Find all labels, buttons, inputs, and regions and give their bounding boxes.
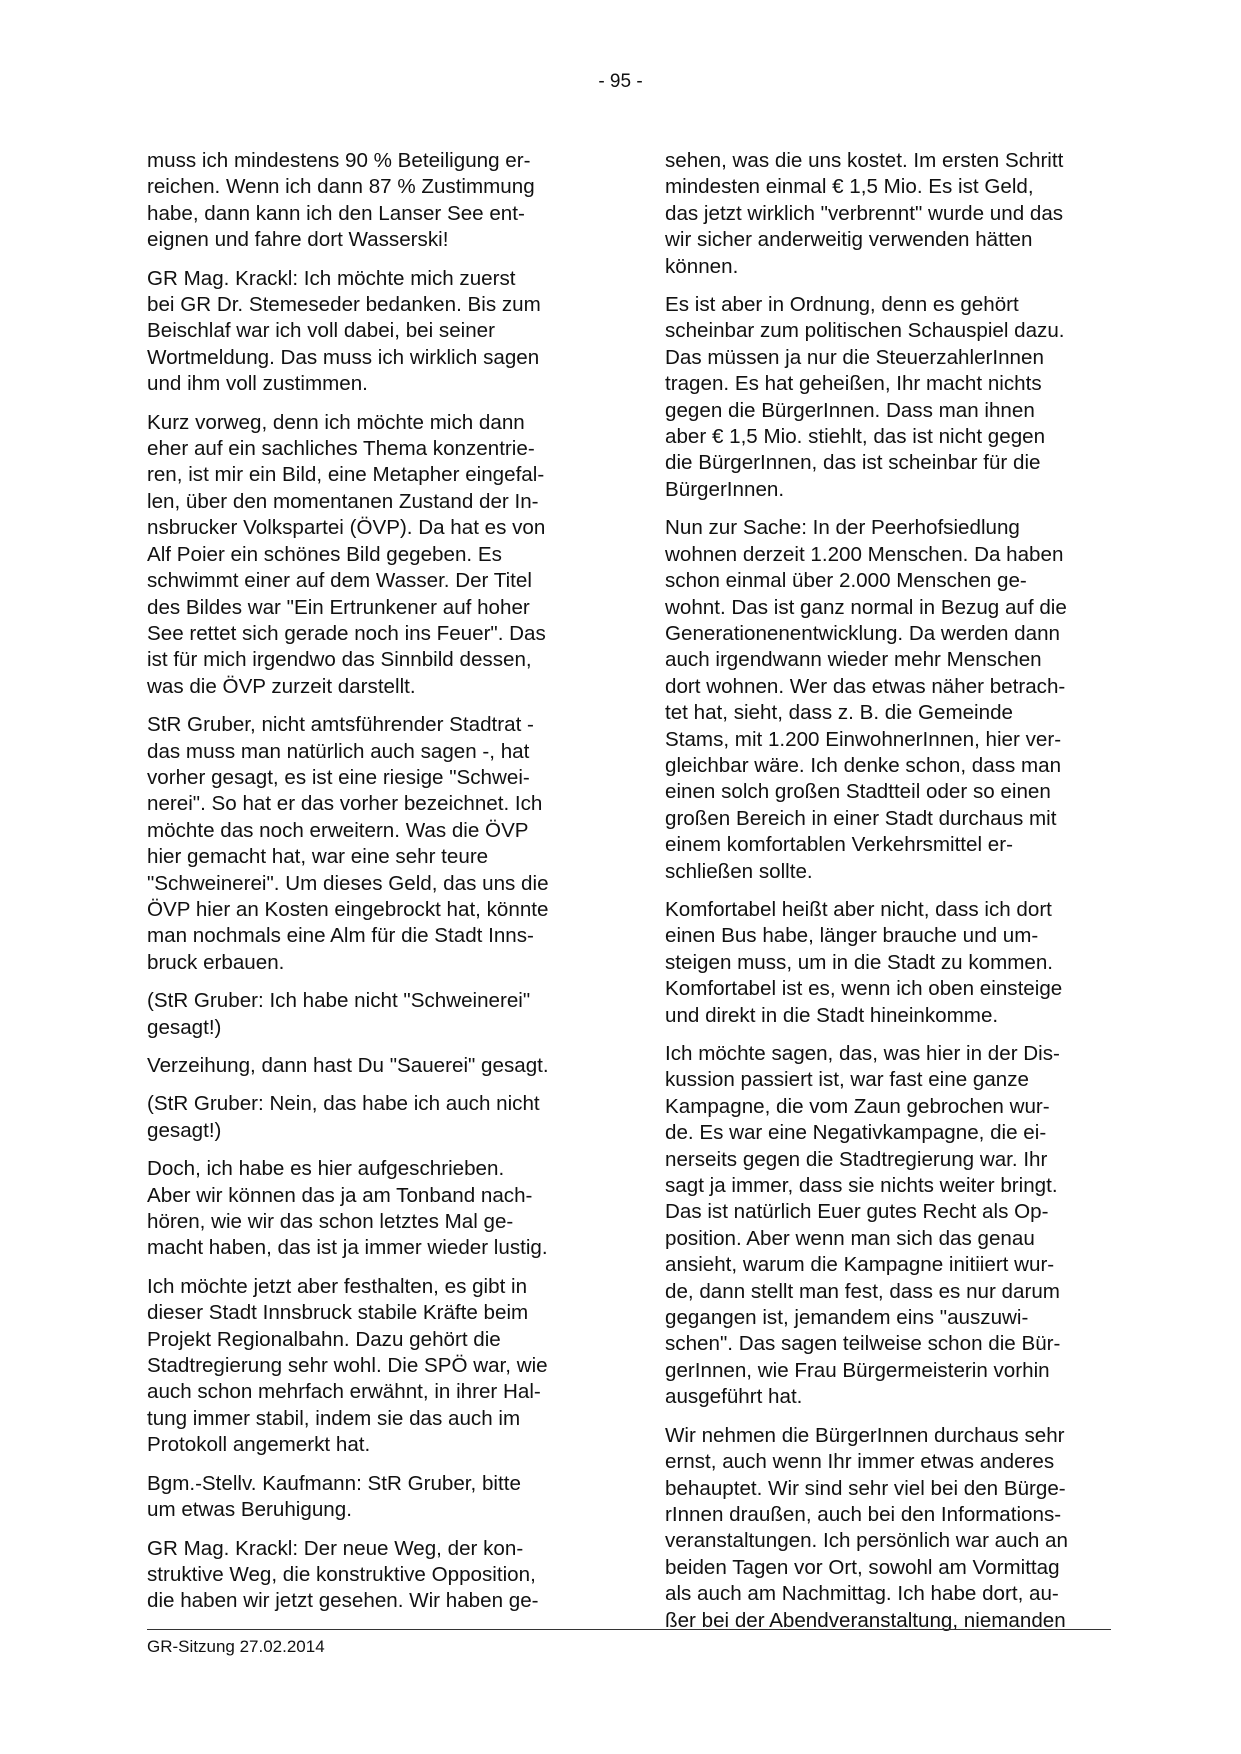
paragraph: Es ist aber in Ordnung, denn es gehört scheinbar zum politischen Schauspiel dazu. Das müssen ja nur die SteuerzahlerInnen tragen. Es hat geheißen, Ihr macht nichts gegen die BürgerInnen. Dass man ihnen aber € 1,5 Mio. stiehlt, das ist nicht gegen die BürgerInnen, das ist scheinbar für die BürgerInnen. [665,293,1065,501]
footer-divider [147,1629,1111,1630]
paragraph: Doch, ich habe es hier aufgeschrieben. Aber wir können das ja am Tonband nach- hören, wie wir das schon letztes Mal ge- macht haben, das ist ja immer wieder lustig. [147,1157,548,1260]
paragraph: GR Mag. Krackl: Der neue Weg, der kon- struktive Weg, die konstruktive Opposition, die haben wir jetzt gesehen. Wir haben ge- [147,1536,539,1613]
paragraph: Nun zur Sache: In der Peerhofsiedlung wohnen derzeit 1.200 Menschen. Da haben schon einmal über 2.000 Menschen ge- wohnt. Das ist ganz normal in Bezug auf die Generationenentwicklung. Da werden dann auch irgendwann wieder mehr Menschen dort wohnen. Wer das etwas näher betrach- tet hat, sieht, dass z. B. die Gemeinde Stams, mit 1.200 EinwohnerInnen, hier ver- gleichbar wäre. Ich denke schon, dass man einen solch großen Stadtteil oder so einen großen Bereich in einer Stadt durchaus mit einem komfortablen Verkehrsmittel er- schließen sollte. [665,516,1067,883]
paragraph: Kurz vorweg, denn ich möchte mich dann eher auf ein sachliches Thema konzentrie- ren, ist mir ein Bild, eine Metapher eingefal- len, über den momentanen Zustand der In- nsbrucker Volkspartei (ÖVP). Da hat es von Alf Poier ein schönes Bild gegeben. Es schwimmt einer auf dem Wasser. Der Titel des Bildes war "Ein Ertrunkener auf hoher See rettet sich gerade noch ins Feuer". Das ist für mich irgendwo das Sinnbild dessen, was die ÖVP zurzeit darstellt. [147,410,546,698]
paragraph: Ich möchte sagen, das, was hier in der Dis- kussion passiert ist, war fast eine ganze Kampagne, die vom Zaun gebrochen wur- de. Es war eine Negativkampagne, die ei- nerseits gegen die Stadtregierung war. Ihr sagt ja immer, dass sie nichts weiter bringt. Das ist natürlich Euer gutes Recht als Op- position. Aber wenn man sich das genau ansieht, warum die Kampagne initiiert wur- de, dann stellt man fest, dass es nur darum gegangen ist, jemandem eins "auszuwi- schen". Das sagen teilweise schon die Bür- gerInnen, wie Frau Bürgermeisterin vorhin ausgeführt hat. [665,1042,1061,1409]
paragraph: sehen, was die uns kostet. Im ersten Schritt mindesten einmal € 1,5 Mio. Es ist Geld, das jetzt wirklich "verbrennt" wurde und das wir sicher anderweitig verwenden hätten können. [665,149,1064,278]
paragraph: Komfortabel heißt aber nicht, dass ich dort einen Bus habe, länger brauche und um- steigen muss, um in die Stadt zu kommen. Komfortabel ist es, wenn ich oben einsteige und direkt in die Stadt hineinkomme. [665,897,1063,1027]
paragraph: StR Gruber, nicht amtsführender Stadtrat - das muss man natürlich auch sagen -, hat vorher gesagt, es ist eine riesige "Schwei- nerei". So hat er das vorher bezeichnet. Ich möchte das noch erweitern. Was die ÖVP hier gemacht hat, war eine sehr teure "Schweinerei". Um dieses Geld, das uns die ÖVP hier an Kosten eingebrockt hat, könnte man nochmals eine Alm für die Stadt Inns- bruck erbauen. [147,713,549,974]
page-number: - 95 - [598,71,643,92]
paragraph: Wir nehmen die BürgerInnen durchaus sehr ernst, auch wenn Ihr immer etwas anderes behauptet. Wir sind sehr viel bei den Bürge- rInnen draußen, auch bei den Informations- veranstaltungen. Ich persönlich war auch an beiden Tagen vor Ort, sowohl am Vormittag als auch am Nachmittag. Ich habe dort, au- ßer bei der Abendveranstaltung, niemanden [665,1423,1068,1632]
paragraph: (StR Gruber: Nein, das habe ich auch nicht gesagt!) [147,1092,540,1142]
footer-text: GR-Sitzung 27.02.2014 [147,1637,325,1656]
paragraph: muss ich mindestens 90 % Beteiligung er- reichen. Wenn ich dann 87 % Zustimmung habe, dann kann ich den Lanser See ent- eignen und fahre dort Wasserski! [147,149,535,252]
paragraph: Verzeihung, dann hast Du "Sauerei" gesagt. [147,1054,549,1077]
left-column [147,148,584,1627]
paragraph: Bgm.-Stellv. Kaufmann: StR Gruber, bitte um etwas Beruhigung. [147,1471,521,1522]
paragraph: Ich möchte jetzt aber festhalten, es gibt in dieser Stadt Innsbruck stabile Kräfte beim Projekt Regionalbahn. Dazu gehört die Stadtregierung sehr wohl. Die SPÖ war, wie auch schon mehrfach erwähnt, in ihrer Hal- tung immer stabil, indem sie das auch im Protokoll angemerkt hat. [147,1274,548,1457]
right-column [665,148,1111,1646]
paragraph: (StR Gruber: Ich habe nicht "Schweinerei" gesagt!) [147,989,531,1039]
paragraph: GR Mag. Krackl: Ich möchte mich zuerst bei GR Dr. Stemeseder bedanken. Bis zum Beischlaf war ich voll dabei, bei seiner Wortmeldung. Das muss ich wirklich sagen und ihm voll zustimmen. [147,266,541,396]
